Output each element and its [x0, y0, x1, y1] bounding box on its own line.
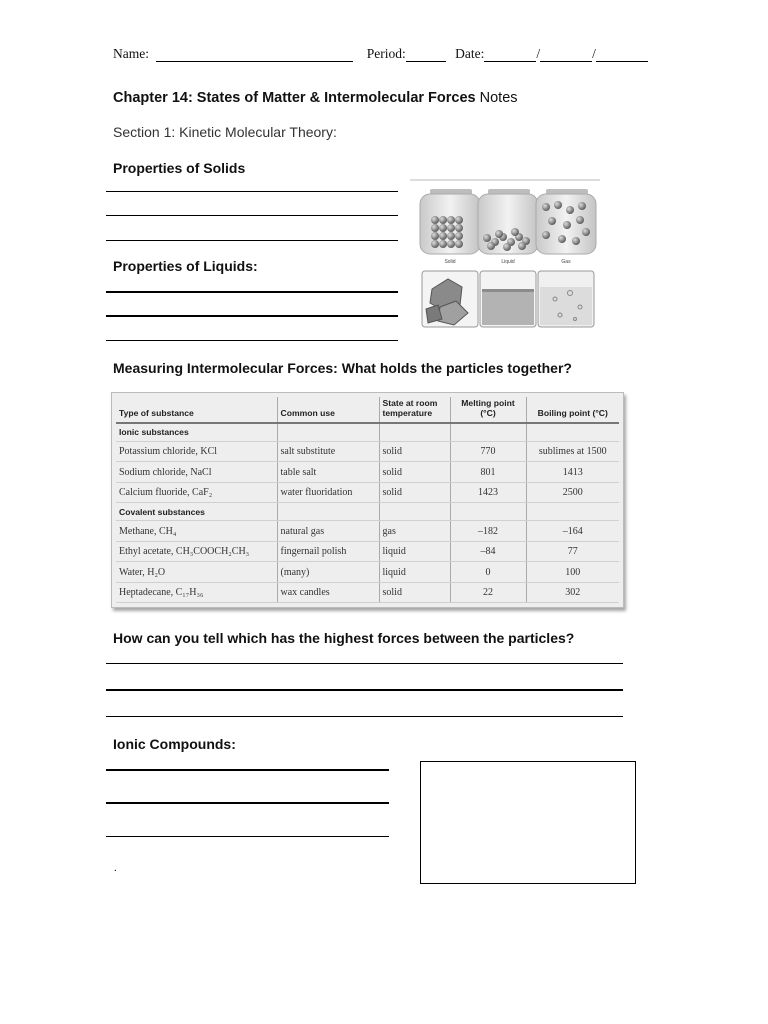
- table-row: [116, 441, 619, 462]
- answer-line[interactable]: [106, 663, 623, 664]
- cell-melting: 770: [450, 441, 526, 462]
- stray-mark: .: [114, 862, 117, 874]
- drawing-box[interactable]: [420, 761, 636, 884]
- column-header: Common use: [277, 397, 379, 423]
- column-header: Type of substance: [116, 397, 277, 423]
- solid-jar: [420, 189, 480, 254]
- date-year-field[interactable]: [596, 48, 648, 62]
- liquid-beaker: [480, 271, 536, 327]
- cell-boiling: 2500: [526, 482, 619, 503]
- cell-substance: Potassium chloride, KCl: [116, 441, 277, 462]
- answer-line[interactable]: [106, 291, 398, 293]
- group-label: Ionic substances: [116, 423, 277, 442]
- data-table: [116, 397, 619, 603]
- heading-liquids: Properties of Liquids:: [113, 258, 258, 274]
- column-header: Melting point (°C): [450, 397, 526, 423]
- answer-line[interactable]: [106, 315, 398, 317]
- title-suffix: Notes: [475, 90, 518, 106]
- cell-use: fingernail polish: [277, 541, 379, 562]
- liquid-jar: [478, 189, 538, 254]
- table-row: [116, 462, 619, 483]
- cell-state: solid: [379, 441, 450, 462]
- cell-use: natural gas: [277, 521, 379, 542]
- states-of-matter-figure: [410, 179, 600, 331]
- gas-beaker: [538, 271, 594, 327]
- answer-line[interactable]: [106, 240, 398, 241]
- cell-boiling: 77: [526, 541, 619, 562]
- table-row: [116, 521, 619, 542]
- date-separator: /: [592, 46, 596, 61]
- cell-use: (many): [277, 562, 379, 583]
- name-field[interactable]: [156, 48, 353, 62]
- chapter-title: Chapter 14: States of Matter & Intermolecular Forces: [113, 90, 476, 106]
- heading-solids: Properties of Solids: [113, 160, 246, 176]
- cell-substance: Heptadecane, C₁₇H₃₆: [116, 582, 277, 603]
- date-separator: /: [536, 46, 541, 61]
- group-label: Covalent substances: [116, 503, 277, 521]
- table-row: [116, 582, 619, 603]
- solid-beaker: [422, 271, 478, 327]
- cell-state: solid: [379, 482, 450, 503]
- cell-melting: 801: [450, 462, 526, 483]
- page-title: [113, 90, 518, 106]
- table-row: [116, 541, 619, 562]
- answer-line[interactable]: [106, 802, 389, 804]
- cell-use: water fluoridation: [277, 482, 379, 503]
- table-row: [116, 562, 619, 583]
- cell-melting: 1423: [450, 482, 526, 503]
- heading-highest-forces: How can you tell which has the highest forces between the particles?: [113, 630, 575, 646]
- cell-state: solid: [379, 582, 450, 603]
- liquid-label: Liquid: [501, 259, 515, 265]
- cell-substance: Methane, CH₄: [116, 521, 277, 542]
- answer-line[interactable]: [106, 689, 623, 691]
- cell-use: table salt: [277, 462, 379, 483]
- cell-state: gas: [379, 521, 450, 542]
- cell-boiling: 100: [526, 562, 619, 583]
- date-month-field[interactable]: [484, 48, 536, 62]
- answer-line[interactable]: [106, 769, 389, 771]
- cell-substance: Calcium fluoride, CaF₂: [116, 482, 277, 503]
- solid-label: Solid: [444, 259, 456, 265]
- cell-state: liquid: [379, 562, 450, 583]
- cell-state: solid: [379, 462, 450, 483]
- heading-ionic: Ionic Compounds:: [113, 736, 236, 752]
- column-header: Boiling point (°C): [526, 397, 619, 423]
- cell-substance: Water, H₂O: [116, 562, 277, 583]
- table-group-row: [116, 423, 619, 442]
- gas-label: Gas: [561, 259, 571, 265]
- gas-jar: [536, 189, 596, 254]
- table-row: [116, 482, 619, 503]
- name-label: Name:: [113, 46, 149, 61]
- cell-melting: –84: [450, 541, 526, 562]
- answer-line[interactable]: [106, 191, 398, 192]
- cell-melting: 0: [450, 562, 526, 583]
- cell-boiling: 302: [526, 582, 619, 603]
- student-info-header: [113, 46, 673, 66]
- answer-line[interactable]: [106, 340, 398, 341]
- cell-use: salt substitute: [277, 441, 379, 462]
- column-header: State at room temperature: [379, 397, 450, 423]
- cell-boiling: 1413: [526, 462, 619, 483]
- answer-line[interactable]: [106, 716, 623, 717]
- substances-table: [111, 392, 624, 608]
- cell-boiling: –164: [526, 521, 619, 542]
- cell-boiling: sublimes at 1500: [526, 441, 619, 462]
- cell-state: liquid: [379, 541, 450, 562]
- table-group-row: [116, 503, 619, 521]
- cell-use: wax candles: [277, 582, 379, 603]
- cell-substance: Sodium chloride, NaCl: [116, 462, 277, 483]
- cell-substance: Ethyl acetate, CH₃COOCH₂CH₃: [116, 541, 277, 562]
- cell-melting: –182: [450, 521, 526, 542]
- date-label: Date:: [455, 46, 485, 61]
- period-label: Period:: [366, 46, 406, 61]
- heading-forces: Measuring Intermolecular Forces: What holds the particles together?: [113, 360, 572, 376]
- section-title: Section 1: Kinetic Molecular Theory:: [113, 124, 337, 140]
- answer-line[interactable]: [106, 215, 398, 216]
- period-field[interactable]: [406, 48, 446, 62]
- date-day-field[interactable]: [540, 48, 592, 62]
- cell-melting: 22: [450, 582, 526, 603]
- answer-line[interactable]: [106, 836, 389, 837]
